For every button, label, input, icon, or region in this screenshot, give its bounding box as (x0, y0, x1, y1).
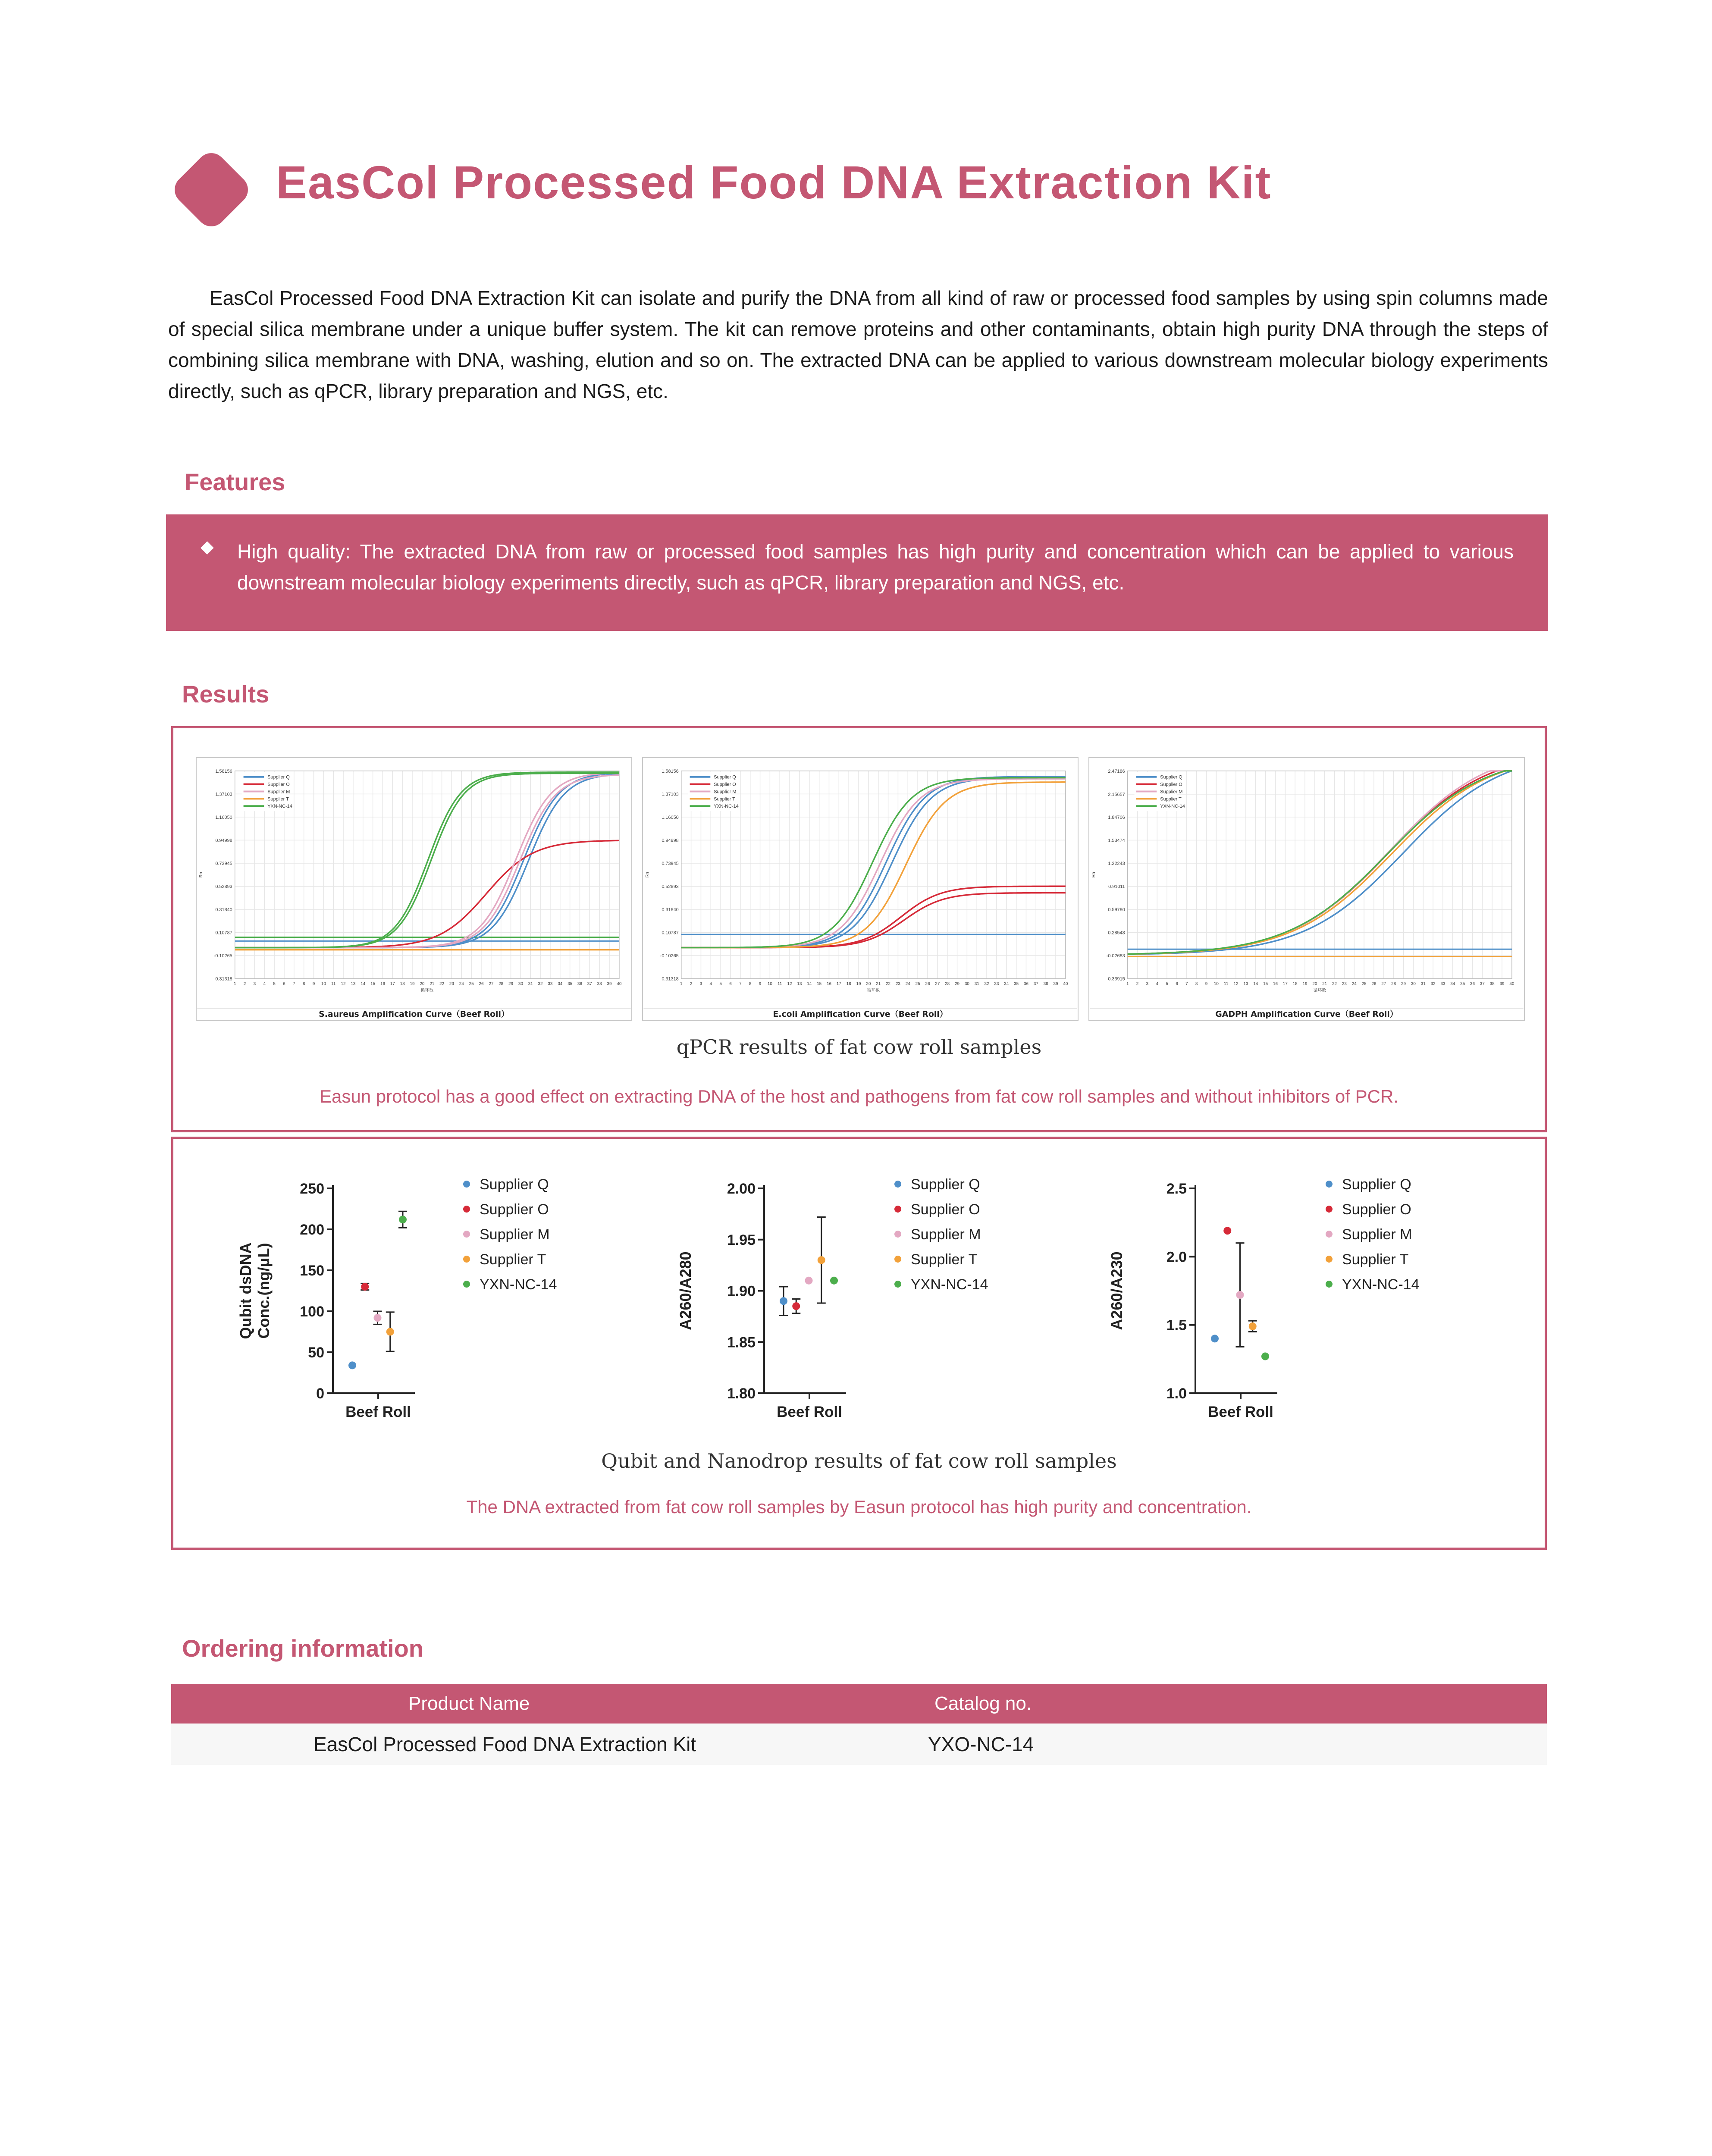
ordering-table-header (171, 1684, 1547, 1724)
x-tick-label: 17 (390, 981, 395, 987)
y-tick-label: 0.52893 (215, 884, 232, 890)
data-point-supplier-t (818, 1256, 825, 1264)
y-tick-label: 1.16050 (662, 815, 679, 820)
legend-label-supplier-t: Supplier T (714, 796, 735, 802)
x-tick-label: 6 (729, 981, 732, 987)
x-tick-label: 19 (1302, 981, 1308, 987)
y-tick-label: 200 (300, 1222, 324, 1238)
y-tick-label: 2.5 (1166, 1181, 1187, 1197)
y-axis-label: Rn (645, 872, 650, 878)
x-tick-label: 40 (617, 981, 622, 987)
y-tick-label: 1.58156 (662, 768, 679, 774)
legend-label-supplier-t: Supplier T (480, 1251, 546, 1268)
series-line-supplier-m (235, 773, 619, 948)
x-tick-label: 28 (499, 981, 504, 987)
x-tick-label: 11 (1224, 981, 1229, 987)
data-point-supplier-m (374, 1314, 382, 1322)
y-tick-label: 0.10787 (215, 930, 232, 936)
x-category-label: Beef Roll (345, 1404, 411, 1420)
y-tick-label: -0.33915 (1106, 976, 1125, 982)
legend-label-supplier-q: Supplier Q (1160, 774, 1182, 780)
y-tick-label: 0.28548 (1108, 930, 1125, 936)
x-tick-label: 6 (283, 981, 285, 987)
x-tick-label: 20 (1312, 981, 1317, 987)
data-point-supplier-o (361, 1283, 369, 1291)
x-tick-label: 12 (1233, 981, 1239, 987)
x-tick-label: 21 (1322, 981, 1327, 987)
column-header-catalog-no: Catalog no. (934, 1693, 1032, 1714)
table-row (171, 1724, 1547, 1765)
catalog-no-cell: YXO-NC-14 (928, 1733, 1034, 1755)
legend-label-supplier-m: Supplier M (480, 1226, 550, 1243)
legend-label-supplier-t: Supplier T (1160, 796, 1182, 802)
x-tick-label: 26 (479, 981, 484, 987)
ecoli-amplification-svg (643, 758, 1078, 1020)
x-tick-label: 20 (420, 981, 425, 987)
x-tick-label: 32 (538, 981, 543, 987)
x-tick-label: 33 (994, 981, 999, 987)
data-point-supplier-q (348, 1361, 356, 1369)
x-tick-label: 29 (1401, 981, 1406, 987)
x-tick-label: 26 (925, 981, 930, 987)
x-tick-label: 2 (243, 981, 246, 987)
x-tick-label: 31 (528, 981, 533, 987)
legend-label-supplier-m: Supplier M (267, 789, 290, 795)
y-tick-label: 50 (308, 1344, 324, 1361)
x-tick-label: 15 (817, 981, 822, 987)
legend-label-supplier-o: Supplier O (1160, 782, 1182, 787)
column-header-product-name: Product Name (408, 1693, 530, 1714)
legend-label-yxn-nc-14: YXN-NC-14 (1160, 804, 1185, 809)
y-tick-label: 0.10787 (662, 930, 679, 936)
x-tick-label: 40 (1063, 981, 1068, 987)
y-tick-label: -0.02683 (1106, 953, 1125, 959)
x-tick-label: 4 (709, 981, 712, 987)
x-tick-label: 18 (400, 981, 405, 987)
saureus-amplification-svg (197, 758, 631, 1020)
intro-paragraph: EasCol Processed Food DNA Extraction Kit can isolate and purify the DNA from all kind of raw or processed food samples by using spin columns made of special silica membrane under a unique buffer system. The kit can remove proteins and other contaminants, obtain high purity DNA through the steps of combining silica membrane with DNA, washing, elution and so on. The extracted DNA can be applied to various downstream molecular biology experiments directly, such as qPCR, library preparation and NGS, etc. (168, 287, 1548, 402)
x-tick-label: 19 (856, 981, 861, 987)
y-tick-label: 100 (300, 1304, 324, 1320)
x-tick-label: 5 (273, 981, 276, 987)
y-tick-label: 150 (300, 1263, 324, 1279)
data-point-supplier-o (1223, 1227, 1231, 1235)
legend-marker-supplier-q (1326, 1181, 1333, 1188)
x-tick-label: 15 (1263, 981, 1268, 987)
x-tick-label: 5 (719, 981, 722, 987)
y-tick-label: 1.80 (727, 1385, 756, 1402)
x-tick-label: 25 (915, 981, 920, 987)
x-tick-label: 13 (797, 981, 802, 987)
feature-item: High quality: The extracted DNA from raw or processed food samples has high purity and concentration which can be applied to various downstream molecular biology experiments directly, such as qPCR, library preparation and NGS, etc. (237, 540, 1514, 594)
x-tick-label: 16 (380, 981, 386, 987)
legend-marker-supplier-o (894, 1206, 901, 1213)
x-tick-label: 30 (518, 981, 523, 987)
x-tick-label: 34 (1450, 981, 1455, 987)
y-tick-label: 2.15657 (1108, 792, 1125, 797)
qpcr-note: Easun protocol has a good effect on extracting DNA of the host and pathogens from fat cow roll samples and without inhibitors of PCR. (320, 1086, 1398, 1106)
x-tick-label: 29 (954, 981, 960, 987)
y-axis-label: Qubit dsDNA (237, 1242, 254, 1339)
x-tick-label: 35 (1014, 981, 1019, 987)
plot-frame (1128, 771, 1512, 979)
series-line-supplier-q (681, 778, 1066, 948)
series-line-supplier-o (1128, 771, 1512, 954)
x-tick-label: 33 (1440, 981, 1445, 987)
y-tick-label: -0.10265 (213, 953, 232, 959)
legend-marker-supplier-t (894, 1256, 901, 1263)
data-point-supplier-m (805, 1277, 813, 1285)
saureus-amplification-chart (196, 757, 632, 1021)
x-tick-label: 27 (1381, 981, 1386, 987)
x-tick-label: 11 (331, 981, 336, 987)
legend-marker-supplier-o (463, 1206, 470, 1213)
legend-marker-yxn-nc-14 (1326, 1281, 1333, 1288)
x-tick-label: 15 (370, 981, 376, 987)
x-tick-label: 36 (577, 981, 582, 987)
series-line-supplier-q (235, 773, 619, 948)
legend-label-supplier-o: Supplier O (714, 782, 736, 787)
x-tick-label: 3 (253, 981, 256, 987)
qubit-note: The DNA extracted from fat cow roll samples by Easun protocol has high purity and concentration. (466, 1497, 1252, 1517)
legend-label-supplier-t: Supplier T (1342, 1251, 1409, 1268)
x-tick-label: 30 (964, 981, 969, 987)
legend-label-yxn-nc-14: YXN-NC-14 (480, 1276, 557, 1293)
x-tick-label: 38 (1043, 981, 1048, 987)
y-tick-label: 1.37103 (662, 792, 679, 797)
legend-label-supplier-t: Supplier T (267, 796, 289, 802)
x-tick-label: 14 (1253, 981, 1258, 987)
y-tick-label: 0.94998 (215, 838, 232, 843)
data-point-supplier-m (1236, 1291, 1244, 1299)
x-tick-label: 12 (341, 981, 346, 987)
x-tick-label: 37 (587, 981, 592, 987)
legend-label-supplier-q: Supplier Q (1342, 1176, 1411, 1193)
y-axis-label: A260/A230 (1108, 1251, 1126, 1330)
legend-label-supplier-q: Supplier Q (714, 774, 736, 780)
x-tick-label: 9 (759, 981, 762, 987)
y-tick-label: 1.22243 (1108, 861, 1125, 866)
legend-label-supplier-q: Supplier Q (480, 1176, 549, 1193)
legend-label-supplier-m: Supplier M (1160, 789, 1183, 795)
x-tick-label: 3 (699, 981, 702, 987)
y-tick-label: 0 (316, 1385, 324, 1402)
legend-label-yxn-nc-14: YXN-NC-14 (1342, 1276, 1420, 1293)
x-tick-label: 1 (680, 981, 683, 987)
x-tick-label: 1 (233, 981, 236, 987)
legend-label-supplier-m: Supplier M (1342, 1226, 1412, 1243)
x-tick-label: 19 (410, 981, 415, 987)
gadph-amplification-chart (1088, 757, 1525, 1021)
y-tick-label: 1.84706 (1108, 815, 1125, 820)
x-tick-label: 39 (607, 981, 612, 987)
legend-marker-supplier-m (1326, 1231, 1333, 1238)
legend-label-supplier-o: Supplier O (267, 782, 290, 787)
x-category-label: Beef Roll (1208, 1404, 1273, 1420)
x-tick-label: 27 (935, 981, 940, 987)
x-tick-label: 21 (430, 981, 435, 987)
legend-marker-supplier-t (463, 1256, 470, 1263)
legend-label-supplier-q: Supplier Q (267, 774, 290, 780)
features-heading: Features (185, 468, 285, 495)
legend-marker-supplier-q (894, 1181, 901, 1188)
y-axis-label: Rn (1091, 872, 1097, 878)
y-axis-label: Conc.(ng/μL) (255, 1243, 273, 1339)
x-tick-label: 10 (767, 981, 772, 987)
x-tick-label: 1 (1126, 981, 1129, 987)
x-tick-label: 5 (1166, 981, 1168, 987)
x-tick-label: 3 (1146, 981, 1149, 987)
series-line-yxn-nc-14 (1128, 771, 1512, 954)
series-line-supplier-o (235, 840, 619, 947)
x-tick-label: 38 (597, 981, 602, 987)
y-tick-label: 0.91011 (1108, 884, 1125, 890)
data-point-supplier-q (780, 1297, 787, 1305)
y-tick-label: 2.47186 (1108, 768, 1125, 774)
chart-title: GADPH Amplification Curve（Beef Roll） (1215, 1009, 1398, 1019)
y-tick-label: 1.95 (727, 1232, 756, 1248)
x-tick-label: 18 (846, 981, 851, 987)
x-tick-label: 13 (351, 981, 356, 987)
x-tick-label: 30 (1411, 981, 1416, 987)
x-tick-label: 37 (1480, 981, 1485, 987)
legend-marker-yxn-nc-14 (463, 1281, 470, 1288)
y-tick-label: 0.31840 (215, 907, 232, 912)
x-tick-label: 35 (1460, 981, 1465, 987)
x-tick-label: 21 (876, 981, 881, 987)
y-tick-label: 1.37103 (215, 792, 232, 797)
y-tick-label: 1.85 (727, 1334, 756, 1351)
x-tick-label: 17 (836, 981, 841, 987)
legend-label-yxn-nc-14: YXN-NC-14 (267, 804, 292, 809)
legend-marker-supplier-m (463, 1231, 470, 1238)
qpcr-caption: qPCR results of fat cow roll samples (676, 1035, 1042, 1059)
y-tick-label: 1.53474 (1108, 838, 1125, 843)
y-tick-label: -0.10265 (660, 953, 679, 959)
x-tick-label: 28 (945, 981, 950, 987)
x-tick-label: 10 (321, 981, 326, 987)
x-tick-label: 32 (984, 981, 989, 987)
x-tick-label: 28 (1391, 981, 1396, 987)
legend-label-supplier-o: Supplier O (480, 1201, 549, 1218)
x-tick-label: 8 (1195, 981, 1198, 987)
y-axis-label: A260/A280 (677, 1251, 694, 1330)
legend-label-yxn-nc-14: YXN-NC-14 (714, 804, 739, 809)
x-tick-label: 25 (469, 981, 474, 987)
x-tick-label: 13 (1243, 981, 1248, 987)
x-tick-label: 24 (459, 981, 464, 987)
y-tick-label: 0.59780 (1108, 907, 1125, 913)
x-tick-label: 33 (548, 981, 553, 987)
y-tick-label: 0.52893 (662, 884, 679, 890)
x-tick-label: 11 (778, 981, 782, 987)
y-tick-label: 1.5 (1166, 1317, 1187, 1334)
x-tick-label: 6 (1176, 981, 1178, 987)
x-tick-label: 22 (886, 981, 891, 987)
x-tick-label: 23 (895, 981, 900, 987)
y-tick-label: 2.0 (1166, 1249, 1187, 1266)
x-tick-label: 7 (1185, 981, 1188, 987)
data-point-supplier-t (1249, 1322, 1257, 1330)
x-tick-label: 24 (1351, 981, 1357, 987)
x-axis-label: 循环数 (867, 988, 880, 993)
x-tick-label: 25 (1361, 981, 1367, 987)
legend-label-supplier-o: Supplier O (1342, 1201, 1411, 1218)
qpcr-results-panel (171, 726, 1547, 1132)
chart-title: S.aureus Amplification Curve（Beef Roll） (319, 1009, 509, 1019)
series-line-supplier-q (1128, 771, 1512, 954)
x-tick-label: 29 (508, 981, 514, 987)
qubit-caption: Qubit and Nanodrop results of fat cow roll samples (601, 1449, 1117, 1473)
x-tick-label: 34 (558, 981, 563, 987)
x-tick-label: 14 (361, 981, 366, 987)
x-tick-label: 31 (1420, 981, 1426, 987)
a260-a280-chart (665, 1165, 1096, 1428)
x-tick-label: 23 (1342, 981, 1347, 987)
y-tick-label: 1.0 (1166, 1385, 1187, 1402)
series-line-supplier-t (681, 782, 1066, 948)
series-line-supplier-t (1128, 771, 1512, 954)
x-tick-label: 16 (826, 981, 832, 987)
legend-label-supplier-m: Supplier M (911, 1226, 981, 1243)
x-tick-label: 16 (1273, 981, 1278, 987)
legend-label-yxn-nc-14: YXN-NC-14 (911, 1276, 988, 1293)
x-tick-label: 39 (1053, 981, 1058, 987)
x-category-label: Beef Roll (777, 1404, 842, 1420)
ordering-table (171, 1684, 1547, 1765)
x-axis-label: 循环数 (1313, 988, 1326, 993)
x-tick-label: 20 (866, 981, 871, 987)
x-tick-label: 17 (1282, 981, 1288, 987)
page-title: EasCol Processed Food DNA Extraction Kit (276, 156, 1272, 208)
diamond-bullet-icon: ◆ (201, 537, 214, 556)
legend-marker-supplier-t (1326, 1256, 1333, 1263)
x-tick-label: 12 (787, 981, 792, 987)
series-line-yxn-nc-14 (235, 772, 619, 948)
y-tick-label: 1.16050 (215, 815, 232, 820)
y-tick-label: 0.94998 (662, 838, 679, 843)
x-tick-label: 40 (1509, 981, 1514, 987)
x-tick-label: 4 (1156, 981, 1159, 987)
x-tick-label: 32 (1430, 981, 1436, 987)
x-tick-label: 7 (739, 981, 742, 987)
x-tick-label: 39 (1499, 981, 1505, 987)
features-box (166, 514, 1548, 631)
y-tick-label: 1.90 (727, 1283, 756, 1300)
y-tick-label: 0.73945 (215, 861, 232, 866)
x-tick-label: 38 (1489, 981, 1495, 987)
y-tick-label: -0.31318 (660, 976, 679, 982)
x-tick-label: 36 (1470, 981, 1475, 987)
a260-a230-svg (1096, 1165, 1527, 1428)
legend-marker-yxn-nc-14 (894, 1281, 901, 1288)
x-tick-label: 26 (1371, 981, 1376, 987)
a260-a280-svg (665, 1165, 1096, 1428)
x-tick-label: 35 (568, 981, 573, 987)
data-point-yxn-nc-14 (1261, 1353, 1269, 1360)
x-tick-label: 14 (807, 981, 812, 987)
x-tick-label: 22 (1332, 981, 1337, 987)
x-tick-label: 9 (1205, 981, 1208, 987)
x-axis-label: 循环数 (420, 988, 434, 993)
y-axis-label: Rn (199, 872, 204, 878)
x-tick-label: 10 (1213, 981, 1219, 987)
legend-label-supplier-q: Supplier Q (911, 1176, 980, 1193)
x-tick-label: 23 (449, 981, 454, 987)
x-tick-label: 4 (263, 981, 266, 987)
legend-label-supplier-t: Supplier T (911, 1251, 978, 1268)
qubit-results-panel (171, 1137, 1547, 1550)
data-point-yxn-nc-14 (830, 1277, 838, 1285)
y-tick-label: 0.31840 (662, 907, 679, 912)
series-line-supplier-m (1128, 771, 1512, 954)
x-tick-label: 34 (1004, 981, 1009, 987)
chart-title: E.coli Amplification Curve（Beef Roll） (773, 1009, 948, 1019)
results-heading: Results (182, 680, 270, 708)
y-tick-label: 0.73945 (662, 861, 679, 866)
x-tick-label: 36 (1023, 981, 1028, 987)
ecoli-amplification-chart (642, 757, 1079, 1021)
x-tick-label: 18 (1292, 981, 1298, 987)
data-point-supplier-t (386, 1328, 394, 1336)
y-tick-label: 2.00 (727, 1181, 756, 1197)
data-point-yxn-nc-14 (399, 1216, 407, 1223)
legend-label-supplier-o: Supplier O (911, 1201, 980, 1218)
x-tick-label: 8 (749, 981, 752, 987)
legend-label-supplier-m: Supplier M (714, 789, 737, 795)
x-tick-label: 31 (974, 981, 979, 987)
y-tick-label: 1.58156 (215, 768, 232, 774)
data-point-supplier-q (1211, 1335, 1219, 1342)
x-tick-label: 9 (312, 981, 315, 987)
x-tick-label: 7 (293, 981, 295, 987)
x-tick-label: 37 (1033, 981, 1038, 987)
y-tick-label: -0.31318 (213, 976, 232, 982)
y-tick-label: 250 (300, 1181, 324, 1197)
series-line-yxn-nc-14 (681, 778, 1066, 948)
title-diamond-icon (169, 147, 254, 232)
legend-marker-supplier-q (463, 1181, 470, 1188)
x-tick-label: 8 (302, 981, 305, 987)
x-tick-label: 2 (690, 981, 693, 987)
x-tick-label: 22 (439, 981, 445, 987)
x-tick-label: 2 (1136, 981, 1139, 987)
data-point-supplier-o (792, 1302, 800, 1310)
x-tick-label: 27 (489, 981, 494, 987)
a260-a230-chart (1096, 1165, 1527, 1428)
gadph-amplification-svg (1089, 758, 1524, 1020)
product-name-cell: EasCol Processed Food DNA Extraction Kit (314, 1733, 696, 1755)
qubit-concentration-chart (234, 1165, 665, 1428)
legend-marker-supplier-o (1326, 1206, 1333, 1213)
legend-marker-supplier-m (894, 1231, 901, 1238)
qubit-concentration-svg (234, 1165, 665, 1428)
ordering-heading: Ordering information (182, 1635, 423, 1662)
x-tick-label: 24 (905, 981, 910, 987)
